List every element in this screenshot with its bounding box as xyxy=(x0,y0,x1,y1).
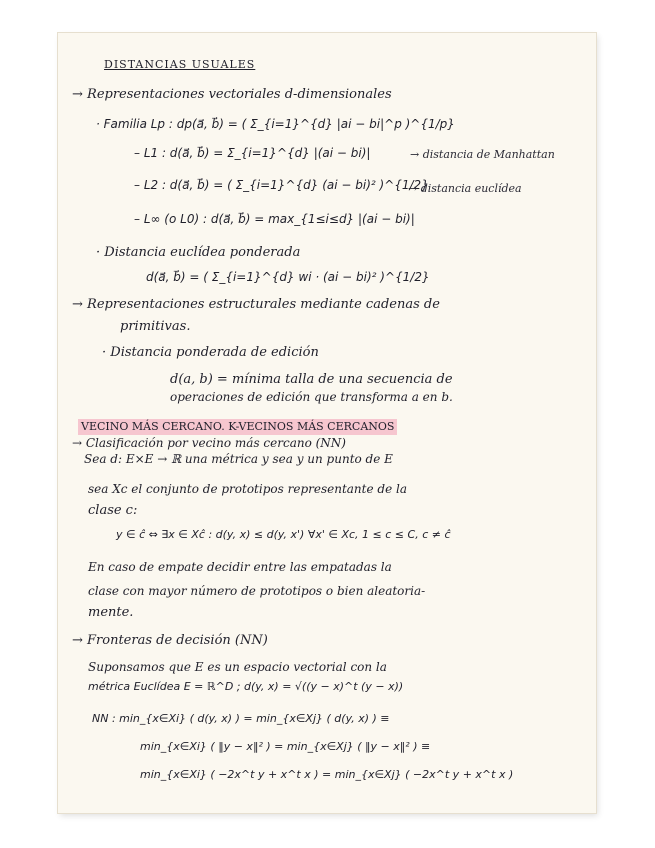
note-line: d(a, b) = mínima talla de una secuencia de xyxy=(170,372,453,387)
note-line: clase con mayor número de prototipos o bien aleatoria- xyxy=(88,584,426,598)
note-line: · Distancia ponderada de edición xyxy=(102,345,319,360)
note-line: → Representaciones estructurales mediante cadenas de xyxy=(72,297,440,312)
section-title-distances: DISTANCIAS USUALES xyxy=(104,58,256,71)
note-line: NN : min_{x∈Xi} ( d(y, x) ) = min_{x∈Xj} ( d(y, x) ) ≡ xyxy=(92,712,390,725)
note-line: d(a⃗, b⃗) = ( Σ_{i=1}^{d} wi · (ai − bi)² )^{1/2} xyxy=(146,270,430,284)
note-line: – L2 : d(a⃗, b⃗) = ( Σ_{i=1}^{d} (ai − bi)² )^{1/2} xyxy=(134,178,429,192)
note-line: Suponsamos que E es un espacio vectorial con la xyxy=(88,660,387,674)
note-line: métrica Euclídea E = ℝ^D ; d(y, x) = √((y − x)^t (y − x)) xyxy=(88,680,404,693)
note-line: sea Xc el conjunto de prototipos representante de la xyxy=(88,482,407,496)
note-line: min_{x∈Xi} ( −2x^t y + x^t x ) = min_{x∈Xj} ( −2x^t y + x^t x ) xyxy=(140,768,514,781)
note-line: operaciones de edición que transforma a en b. xyxy=(170,390,453,404)
side-note: → distancia de Manhattan xyxy=(410,148,555,161)
note-line: – L1 : d(a⃗, b⃗) = Σ_{i=1}^{d} |(ai − bi)| xyxy=(134,146,371,160)
note-line: → Fronteras de decisión (NN) xyxy=(72,633,268,648)
note-line: y ∈ ĉ ⇔ ∃x ∈ Xĉ : d(y, x) ≤ d(y, x') ∀x' ∈ Xc, 1 ≤ c ≤ C, c ≠ ĉ xyxy=(116,528,451,541)
note-line: mente. xyxy=(88,605,134,620)
note-line: min_{x∈Xi} ( ‖y − x‖² ) = min_{x∈Xj} ( ‖y − x‖² ) ≡ xyxy=(140,740,431,753)
note-line: clase c: xyxy=(88,503,138,518)
section-title-nearest-neighbour: VECINO MÁS CERCANO. K-VECINOS MÁS CERCANOS xyxy=(78,419,397,435)
note-line: · Distancia euclídea ponderada xyxy=(96,245,301,260)
note-line: → Clasificación por vecino más cercano (NN) xyxy=(72,436,346,450)
note-line: · Familia Lp : dp(a⃗, b⃗) = ( Σ_{i=1}^{d} |ai − bi|^p )^{1/p} xyxy=(96,117,455,131)
note-line: Sea d: E×E → ℝ una métrica y sea y un punto de E xyxy=(84,452,393,466)
note-line: primitivas. xyxy=(120,319,191,334)
note-line: → Representaciones vectoriales d-dimensionales xyxy=(72,87,392,102)
note-line: En caso de empate decidir entre las empatadas la xyxy=(88,560,392,574)
note-line: – L∞ (o L0) : d(a⃗, b⃗) = max_{1≤i≤d} |(ai − bi)| xyxy=(134,212,415,226)
side-note: → distancia euclídea xyxy=(408,182,522,195)
notes-page xyxy=(58,33,596,813)
